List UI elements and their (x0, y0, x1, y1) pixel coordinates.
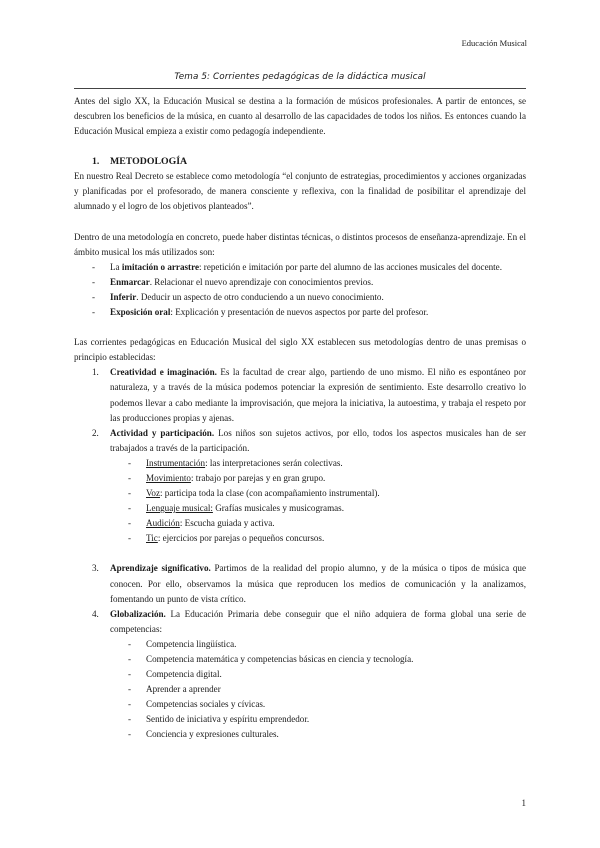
list-item: - Conciencia y expresiones culturales. (74, 727, 526, 742)
techniques-list (74, 260, 526, 320)
list-item: - Movimiento: trabajo por parejas y en gran grupo. (74, 471, 526, 486)
section-title: METODOLOGÍA (110, 156, 188, 168)
premise-item: 2. Actividad y participación. Los niños son sujetos activos, por ello, todos los aspectos musicales han de ser trabajados a través de la participación. (92, 427, 526, 453)
list-item: - Inferir. Deducir un aspecto de otro conduciendo a un nuevo conocimiento. (74, 290, 526, 305)
premises-list (74, 365, 526, 456)
list-item: - Aprender a aprender (74, 682, 526, 697)
methodology-definition: En nuestro Real Decreto se establece como metodología “el conjunto de estrategias, procedimientos y acciones organizadas y planificadas por el profesorado, de manera consciente y reflexiva, con la finalidad de posibilitar el aprendizaje del alumnado y el logro de los objetivos planteados”. (74, 171, 526, 212)
list-item: - Enmarcar. Relacionar el nuevo aprendizaje con conocimientos previos. (74, 275, 526, 290)
list-item: - Tic: ejercicios por parejas o pequeños concursos. (74, 531, 526, 546)
list-item: - Sentido de iniciativa y espíritu emprendedor. (74, 712, 526, 727)
section-number: 1. (92, 156, 100, 168)
body-text (74, 94, 526, 743)
list-item: - Competencia lingüística. (74, 637, 526, 652)
participation-areas-list (74, 456, 526, 547)
competencies-list (74, 637, 526, 743)
list-item: - Lenguaje musical: Grafías musicales y musicogramas. (74, 501, 526, 516)
premise-item: 1. Creatividad e imaginación. Es la facultad de crear algo, partiendo de uno mismo. El niño es espontáneo por naturaleza, y a través de la música podemos potenciar la expresión de sentimiento. Este desarrollo creativo lo podemos llevar a cabo mediante la improvisación, que mejora la iniciativa, la autoestima, y trabaja el respeto por las producciones propias y ajenas. (92, 367, 526, 423)
premise-item: 4. Globalización. La Educación Primaria debe conseguir que el niño adquiera de forma global una serie de competencias: (92, 608, 526, 634)
page-number: 1 (521, 798, 526, 808)
techniques-intro: Dentro de una metodología en concreto, puede haber distintas técnicas, o distintos procesos de enseñanza-aprendizaje. En el ámbito musical los más utilizados son: (74, 231, 526, 257)
section-heading (92, 154, 526, 169)
list-item: - Audición: Escucha guiada y activa. (74, 516, 526, 531)
premise-item: 3. Aprendizaje significativo. Partimos de la realidad del propio alumno, y de la música o tipos de música que conocen. Por ello, observamos la música que reproducen los medios de comunicación y la analizamos, fomentando un punto de vista crítico. (92, 563, 526, 604)
intro-paragraph: Antes del siglo XX, la Educación Musical se destina a la formación de músicos profesionales. A partir de entonces, se descubren los beneficios de la música, en cuanto al desarrollo de las capacidades de todos los niños. Es entonces cuando la Educación Musical empieza a existir como pedagogía independiente. (74, 96, 526, 137)
list-item: - La imitación o arrastre: repetición e imitación por parte del alumno de las acciones musicales del docente. (74, 260, 526, 275)
list-item: - Competencias sociales y cívicas. (74, 697, 526, 712)
list-item: - Instrumentación: las interpretaciones serán colectivas. (74, 456, 526, 471)
list-item: - Exposición oral: Explicación y presentación de nuevos aspectos por parte del profesor. (74, 305, 526, 320)
premises-list-continued (74, 561, 526, 636)
title-divider (74, 88, 526, 89)
page-title: Tema 5: Corrientes pedagógicas de la didáctica musical (174, 72, 426, 82)
list-item: - Competencia digital. (74, 667, 526, 682)
premises-intro: Las corrientes pedagógicas en Educación Musical del siglo XX establecen sus metodologías dentro de unas premisas o principio establecidas: (74, 337, 526, 363)
list-item: - Competencia matemática y competencias básicas en ciencia y tecnología. (74, 652, 526, 667)
running-header: Educación Musical (461, 38, 527, 48)
list-item: - Voz: participa toda la clase (con acompañamiento instrumental). (74, 486, 526, 501)
